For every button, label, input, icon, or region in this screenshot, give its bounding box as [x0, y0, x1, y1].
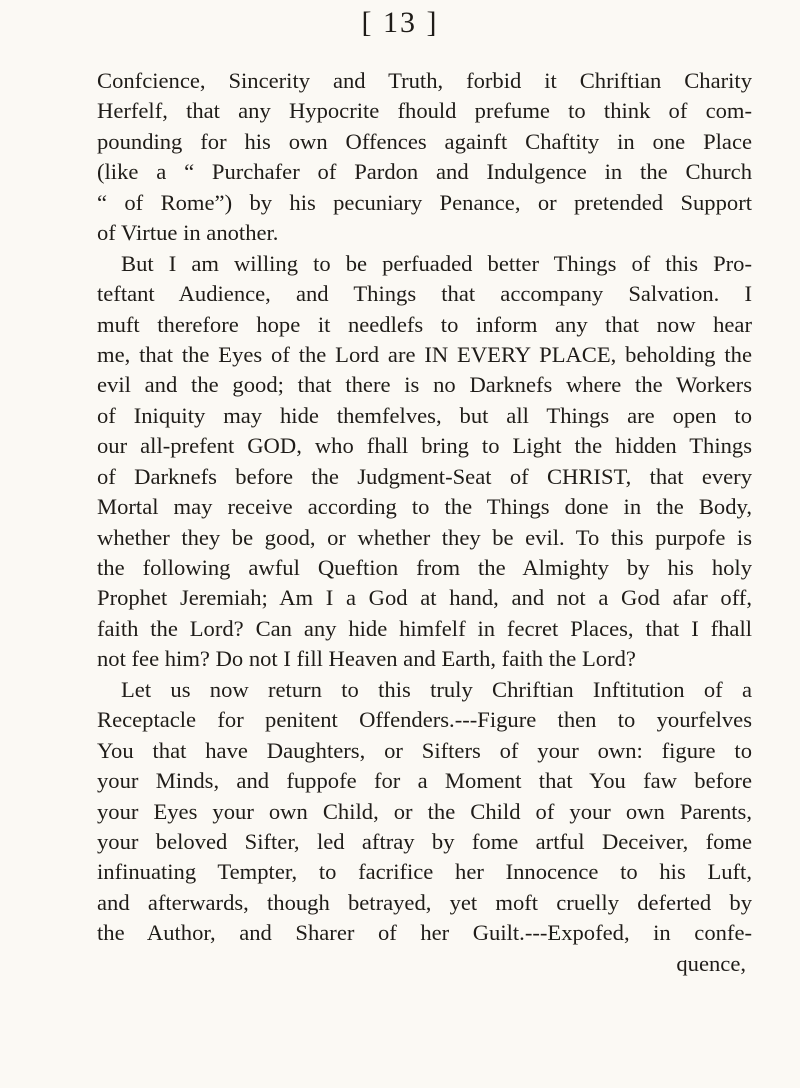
text-line: me, that the Eyes of the Lord are IN EVERY PLACE, beholding the: [97, 341, 752, 367]
text-line: of Virtue in another.: [97, 220, 279, 246]
text-line: whether they be good, or whether they be evil. To this purpofe is: [97, 524, 752, 550]
text-line: infinuating Tempter, to facrifice her Innocence to his Luft,: [97, 859, 752, 885]
text-line: your Eyes your own Child, or the Child of your own Parents,: [97, 798, 752, 824]
text-line: Confcience, Sincerity and Truth, forbid it Chriftian Charity: [97, 68, 752, 93]
text-line: Herfelf, that any Hypocrite fhould prefume to think of com-: [97, 98, 752, 124]
text-line: pounding for his own Offences againft Chaftity in one Place: [97, 128, 752, 154]
body-text: [97, 66, 752, 979]
text-line: Receptacle for penitent Offenders.---Figure then to yourfelves: [97, 707, 752, 733]
text-line: “ of Rome”) by his pecuniary Penance, or pretended Support: [97, 189, 752, 215]
text-line: the following awful Queftion from the Almighty by his holy: [97, 555, 752, 580]
text-line: Prophet Jeremiah; Am I a God at hand, and not a God afar off,: [97, 585, 752, 611]
text-line: Let us now return to this truly Chriftian Inftitution of a: [121, 676, 752, 702]
text-line: not fee him? Do not I fill Heaven and Earth, faith the Lord?: [97, 646, 636, 672]
text-line: faith the Lord? Can any hide himfelf in fecret Places, that I fhall: [97, 615, 752, 641]
text-line: Mortal may receive according to the Things done in the Body,: [97, 494, 752, 520]
text-line: teftant Audience, and Things that accompany Salvation. I: [97, 281, 752, 307]
text-line: the Author, and Sharer of her Guilt.---Expofed, in confe-: [97, 920, 752, 946]
text-line: your Minds, and fuppofe for a Moment that You faw before: [97, 768, 752, 794]
text-line: You that have Daughters, or Sifters of your own: figure to: [97, 737, 752, 763]
text-line: your beloved Sifter, led aftray by fome artful Deceiver, fome: [97, 828, 752, 854]
text-line: (like a “ Purchafer of Pardon and Indulgence in the Church: [97, 159, 752, 185]
text-line: But I am willing to be perfuaded better Things of this Pro-: [121, 250, 752, 276]
catchword: quence,: [676, 950, 746, 976]
page-number-header: [ 13 ]: [361, 6, 439, 39]
text-line: and afterwards, though betrayed, yet moft cruelly deferted by: [97, 889, 752, 915]
text-line: of Darknefs before the Judgment-Seat of CHRIST, that every: [97, 463, 752, 489]
text-line: evil and the good; that there is no Darknefs where the Workers: [97, 372, 752, 398]
text-line: muft therefore hope it needlefs to inform any that now hear: [97, 311, 752, 337]
text-line: of Iniquity may hide themfelves, but all Things are open to: [97, 402, 752, 428]
text-line: our all-prefent GOD, who fhall bring to Light the hidden Things: [97, 433, 752, 459]
